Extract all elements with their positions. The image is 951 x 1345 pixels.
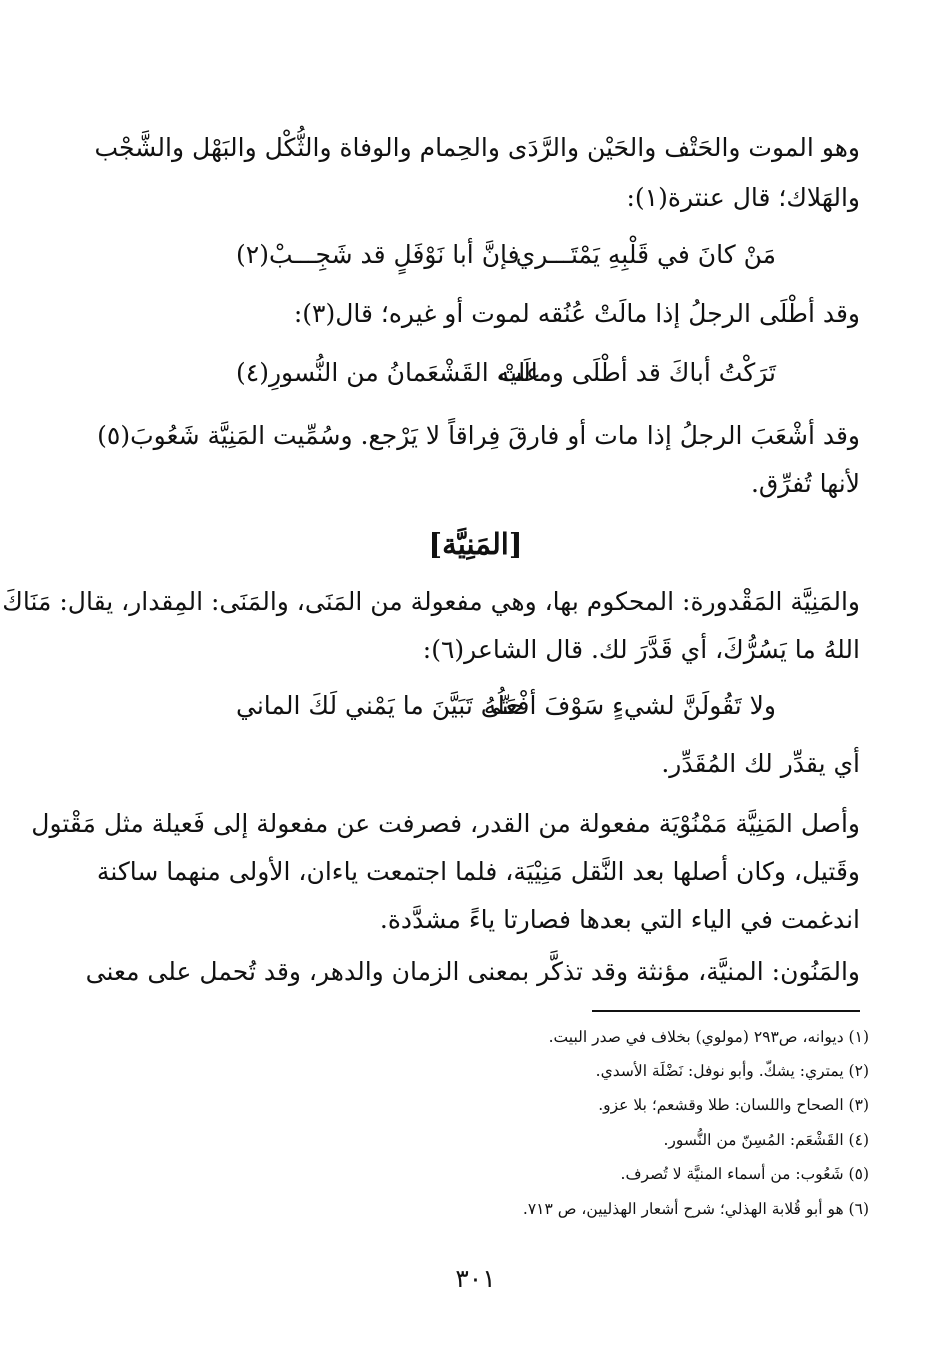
footnote: (٢) يمتري: يشكّ. وأبو نوفل: نَضْلَة الأسدي.	[595, 1062, 869, 1080]
verse-hemistich-first: ولا تَقُولَنَّ لشيءٍ سَوْفَ أفْعَلُهُ	[483, 691, 776, 720]
paragraph-line: اللهُ ما يَسُرُّكَ، أي قَدَّرَ لك. قال الشاعر(٦):	[422, 635, 860, 664]
verse-hemistich-second: فإنَّ أبا نَوْفَلٍ قد شَجِـــبْ(٢)	[236, 240, 520, 269]
paragraph-line: والمَنِيَّة المَقْدورة: المحكوم بها، وهي مفعولة من المَنَى، والمَنَى: المِقدار، يقال: مَنَاكَ	[2, 587, 860, 616]
paragraph-line: والهَلاك؛ قال عنترة(١):	[626, 183, 860, 212]
section-heading: [المَنِيَّة]	[428, 527, 523, 561]
paragraph-line: اندغمت في الياء التي بعدها فصارتا ياءً مشدَّدة.	[379, 905, 860, 934]
verse-hemistich-first: مَنْ كانَ في قَلْبِهِ يَمْتَـــري	[515, 240, 776, 269]
paragraph-line: والمَنُون: المنيَّة، مؤنثة وقد تذكَّر بمعنى الزمان والدهر، وقد تُحمل على معنى	[85, 957, 860, 986]
page-number: ٣٠١	[455, 1264, 496, 1293]
footnote: (٣) الصحاح واللسان: طلا وقشعم؛ بلا عزو.	[598, 1096, 869, 1114]
verse-hemistich-second: حتّى تَبَيَّنَ ما يَمْني لَكَ الماني	[236, 691, 525, 720]
paragraph-line: وقد أشْعَبَ الرجلُ إذا مات أو فارقَ فِراقاً لا يَرْجع. وسُمِّيت المَنِيَّة شَعُوبَ(٥)	[97, 421, 860, 450]
verse-hemistich-second: عليه القَشْعَمانُ من النُّسورِ(٤)	[236, 358, 541, 387]
footnote: (٥) شَعُوب: من أسماء المنيَّة لا تُصرف.	[620, 1165, 869, 1183]
footnote: (٦) هو أبو قُلابة الهذلي؛ شرح أشعار الهذليين، ص ٧١٣.	[522, 1200, 869, 1218]
paragraph-line: وأصل المَنِيَّة مَمْنُوْيَة مفعولة من القدر، فصرفت عن مفعولة إلى فَعيلة مثل مَقْتول	[31, 809, 860, 838]
footnote: (١) ديوانه، ص٢٩٣ (مولوي) بخلاف في صدر البيت.	[548, 1028, 869, 1046]
paragraph-line: لأنها تُفرِّق.	[750, 469, 860, 498]
paragraph-line: أي يقدِّر لك المُقَدِّر.	[661, 749, 860, 778]
paragraph-line: وقد أطْلَى الرجلُ إذا مالَتْ عُنُقه لموت أو غيره؛ قال(٣):	[293, 299, 860, 328]
verse-hemistich-first: تَرَكْتُ أباكَ قد أطْلَى ومالَتْ	[498, 358, 776, 387]
paragraph-line: وهو الموت والحَتْف والحَيْن والرَّدَى والحِمام والوفاة والثُّكْل والبَهْل والشَّجْب	[94, 133, 860, 162]
paragraph-line: وقَتيل، وكان أصلها بعد النَّقل مَنِيْيَة، فلما اجتمعت ياءان، الأولى منهما ساكنة	[96, 857, 860, 886]
footnote-separator	[592, 1010, 860, 1012]
footnote: (٤) القَشْعَم: المُسِنّ من النُّسور.	[663, 1131, 869, 1149]
